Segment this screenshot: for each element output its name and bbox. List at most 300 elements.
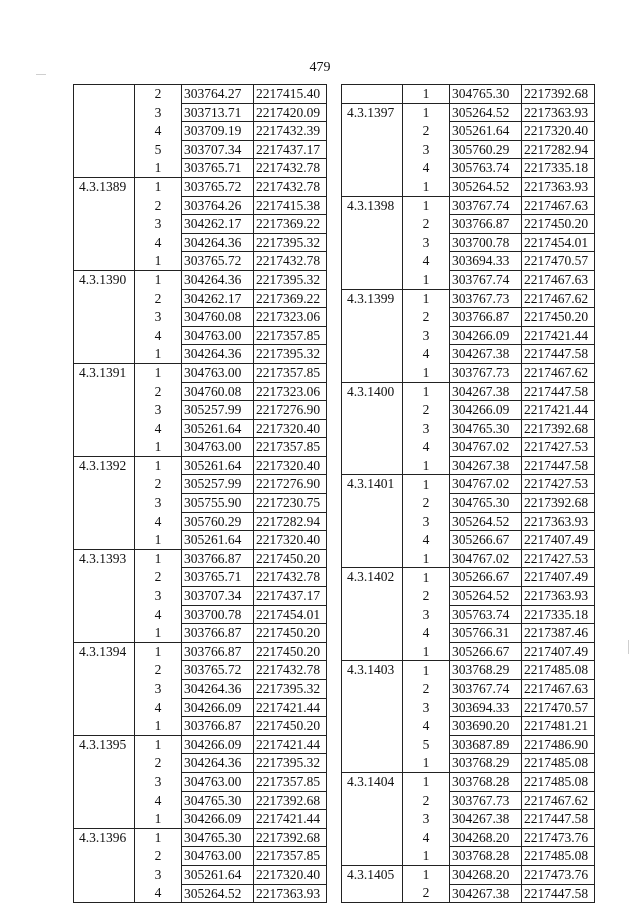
point-number-cell: 1 <box>135 177 182 196</box>
y-coordinate-cell: 2217407.49 <box>522 531 595 550</box>
point-number-cell: 3 <box>135 215 182 234</box>
x-coordinate-cell: 304763.00 <box>182 438 254 457</box>
point-number-cell: 1 <box>135 531 182 550</box>
y-coordinate-cell: 2217485.08 <box>522 847 595 866</box>
x-coordinate-cell: 305264.52 <box>450 103 522 122</box>
point-number-cell: 1 <box>403 196 450 215</box>
point-number-cell: 4 <box>403 828 450 847</box>
x-coordinate-cell: 303767.73 <box>450 791 522 810</box>
y-coordinate-cell: 2217450.20 <box>254 642 327 661</box>
x-coordinate-cell: 303766.87 <box>450 215 522 234</box>
point-number-cell: 4 <box>403 531 450 550</box>
y-coordinate-cell: 2217467.62 <box>522 363 595 382</box>
x-coordinate-cell: 303768.29 <box>450 661 522 680</box>
x-coordinate-cell: 303768.28 <box>450 772 522 791</box>
point-number-cell: 1 <box>403 289 450 308</box>
x-coordinate-cell: 305261.64 <box>182 456 254 475</box>
x-coordinate-cell: 304763.00 <box>182 847 254 866</box>
plot-id-cell: 4.3.1389 <box>74 177 135 270</box>
y-coordinate-cell: 2217363.93 <box>254 884 327 903</box>
x-coordinate-cell: 304266.09 <box>450 326 522 345</box>
table-row <box>342 382 595 401</box>
y-coordinate-cell: 2217363.93 <box>522 512 595 531</box>
table-row <box>342 289 595 308</box>
point-number-cell: 2 <box>403 587 450 606</box>
point-number-cell: 1 <box>403 85 450 104</box>
x-coordinate-cell: 305266.67 <box>450 568 522 587</box>
y-coordinate-cell: 2217395.32 <box>254 270 327 289</box>
y-coordinate-cell: 2217421.44 <box>254 735 327 754</box>
point-number-cell: 2 <box>403 884 450 903</box>
y-coordinate-cell: 2217335.18 <box>522 605 595 624</box>
point-number-cell: 4 <box>403 438 450 457</box>
x-coordinate-cell: 303767.73 <box>450 363 522 382</box>
table-row <box>74 735 327 754</box>
x-coordinate-cell: 304264.36 <box>182 345 254 364</box>
scan-artifact-left <box>36 74 46 75</box>
x-coordinate-cell: 305264.52 <box>450 587 522 606</box>
x-coordinate-cell: 303687.89 <box>450 735 522 754</box>
point-number-cell: 3 <box>403 512 450 531</box>
point-number-cell: 1 <box>403 865 450 884</box>
table-row <box>74 549 327 568</box>
point-number-cell: 2 <box>135 661 182 680</box>
y-coordinate-cell: 2217392.68 <box>522 494 595 513</box>
y-coordinate-cell: 2217450.20 <box>254 717 327 736</box>
y-coordinate-cell: 2217437.17 <box>254 587 327 606</box>
y-coordinate-cell: 2217282.94 <box>522 140 595 159</box>
x-coordinate-cell: 304267.38 <box>450 884 522 903</box>
point-number-cell: 2 <box>403 308 450 327</box>
point-number-cell: 1 <box>135 735 182 754</box>
y-coordinate-cell: 2217427.53 <box>522 475 595 494</box>
table-row <box>74 828 327 847</box>
x-coordinate-cell: 304763.00 <box>182 772 254 791</box>
y-coordinate-cell: 2217395.32 <box>254 345 327 364</box>
point-number-cell: 2 <box>135 568 182 587</box>
plot-id-cell: 4.3.1404 <box>342 772 403 865</box>
x-coordinate-cell: 305264.52 <box>182 884 254 903</box>
point-number-cell: 2 <box>135 847 182 866</box>
plot-id-cell: 4.3.1403 <box>342 661 403 773</box>
y-coordinate-cell: 2217421.44 <box>254 810 327 829</box>
point-number-cell: 4 <box>135 419 182 438</box>
point-number-cell: 4 <box>403 159 450 178</box>
plot-id-cell <box>342 85 403 104</box>
y-coordinate-cell: 2217323.06 <box>254 308 327 327</box>
point-number-cell: 1 <box>135 456 182 475</box>
x-coordinate-cell: 304266.09 <box>182 735 254 754</box>
y-coordinate-cell: 2217415.40 <box>254 85 327 104</box>
point-number-cell: 1 <box>403 382 450 401</box>
point-number-cell: 3 <box>403 419 450 438</box>
point-number-cell: 1 <box>135 345 182 364</box>
x-coordinate-cell: 305261.64 <box>182 419 254 438</box>
y-coordinate-cell: 2217447.58 <box>522 382 595 401</box>
x-coordinate-cell: 305264.52 <box>450 177 522 196</box>
x-coordinate-cell: 304760.08 <box>182 382 254 401</box>
y-coordinate-cell: 2217320.40 <box>254 456 327 475</box>
point-number-cell: 1 <box>403 754 450 773</box>
table-row <box>342 772 595 791</box>
y-coordinate-cell: 2217450.20 <box>522 215 595 234</box>
x-coordinate-cell: 303766.87 <box>182 624 254 643</box>
table-row <box>342 661 595 680</box>
x-coordinate-cell: 305266.67 <box>450 531 522 550</box>
x-coordinate-cell: 305261.64 <box>182 865 254 884</box>
y-coordinate-cell: 2217387.46 <box>522 624 595 643</box>
y-coordinate-cell: 2217395.32 <box>254 680 327 699</box>
point-number-cell: 3 <box>403 326 450 345</box>
point-number-cell: 1 <box>403 549 450 568</box>
y-coordinate-cell: 2217486.90 <box>522 735 595 754</box>
table-row <box>74 85 327 104</box>
y-coordinate-cell: 2217432.78 <box>254 661 327 680</box>
x-coordinate-cell: 304267.38 <box>450 810 522 829</box>
point-number-cell: 3 <box>403 140 450 159</box>
y-coordinate-cell: 2217450.20 <box>522 308 595 327</box>
x-coordinate-cell: 304267.38 <box>450 345 522 364</box>
y-coordinate-cell: 2217432.78 <box>254 159 327 178</box>
x-coordinate-cell: 303690.20 <box>450 717 522 736</box>
point-number-cell: 1 <box>135 252 182 271</box>
x-coordinate-cell: 303767.73 <box>450 289 522 308</box>
y-coordinate-cell: 2217320.40 <box>522 122 595 141</box>
x-coordinate-cell: 303694.33 <box>450 698 522 717</box>
x-coordinate-cell: 303713.71 <box>182 103 254 122</box>
x-coordinate-cell: 305763.74 <box>450 159 522 178</box>
y-coordinate-cell: 2217432.78 <box>254 252 327 271</box>
x-coordinate-cell: 303764.27 <box>182 85 254 104</box>
y-coordinate-cell: 2217421.44 <box>254 698 327 717</box>
x-coordinate-cell: 305760.29 <box>182 512 254 531</box>
point-number-cell: 4 <box>135 122 182 141</box>
y-coordinate-cell: 2217392.68 <box>254 791 327 810</box>
y-coordinate-cell: 2217357.85 <box>254 363 327 382</box>
y-coordinate-cell: 2217369.22 <box>254 289 327 308</box>
point-number-cell: 4 <box>135 233 182 252</box>
table-row <box>342 475 595 494</box>
x-coordinate-cell: 303707.34 <box>182 587 254 606</box>
y-coordinate-cell: 2217427.53 <box>522 549 595 568</box>
x-coordinate-cell: 303764.26 <box>182 196 254 215</box>
point-number-cell: 2 <box>403 680 450 699</box>
y-coordinate-cell: 2217447.58 <box>522 456 595 475</box>
point-number-cell: 1 <box>135 159 182 178</box>
point-number-cell: 3 <box>135 680 182 699</box>
point-number-cell: 1 <box>403 642 450 661</box>
point-number-cell: 4 <box>135 512 182 531</box>
point-number-cell: 4 <box>135 791 182 810</box>
x-coordinate-cell: 303700.78 <box>450 233 522 252</box>
y-coordinate-cell: 2217363.93 <box>522 587 595 606</box>
plot-id-cell: 4.3.1392 <box>74 456 135 549</box>
point-number-cell: 3 <box>135 103 182 122</box>
y-coordinate-cell: 2217485.08 <box>522 754 595 773</box>
point-number-cell: 3 <box>135 865 182 884</box>
x-coordinate-cell: 305760.29 <box>450 140 522 159</box>
point-number-cell: 2 <box>403 791 450 810</box>
point-number-cell: 1 <box>135 717 182 736</box>
point-number-cell: 4 <box>403 624 450 643</box>
y-coordinate-cell: 2217467.63 <box>522 680 595 699</box>
coordinates-table-right <box>341 84 595 903</box>
x-coordinate-cell: 304767.02 <box>450 549 522 568</box>
plot-id-cell: 4.3.1401 <box>342 475 403 568</box>
plot-id-cell: 4.3.1397 <box>342 103 403 196</box>
point-number-cell: 3 <box>135 587 182 606</box>
point-number-cell: 1 <box>403 270 450 289</box>
y-coordinate-cell: 2217432.39 <box>254 122 327 141</box>
point-number-cell: 4 <box>135 605 182 624</box>
x-coordinate-cell: 305257.99 <box>182 401 254 420</box>
table-row <box>342 103 595 122</box>
x-coordinate-cell: 304267.38 <box>450 456 522 475</box>
x-coordinate-cell: 304268.20 <box>450 828 522 847</box>
x-coordinate-cell: 303709.19 <box>182 122 254 141</box>
y-coordinate-cell: 2217369.22 <box>254 215 327 234</box>
point-number-cell: 1 <box>403 772 450 791</box>
point-number-cell: 1 <box>403 363 450 382</box>
point-number-cell: 1 <box>135 642 182 661</box>
y-coordinate-cell: 2217421.44 <box>522 401 595 420</box>
point-number-cell: 2 <box>135 754 182 773</box>
plot-id-cell: 4.3.1402 <box>342 568 403 661</box>
y-coordinate-cell: 2217467.62 <box>522 791 595 810</box>
plot-id-cell: 4.3.1399 <box>342 289 403 382</box>
point-number-cell: 1 <box>135 270 182 289</box>
point-number-cell: 4 <box>135 884 182 903</box>
x-coordinate-cell: 304266.09 <box>450 401 522 420</box>
y-coordinate-cell: 2217437.17 <box>254 140 327 159</box>
x-coordinate-cell: 304765.30 <box>450 85 522 104</box>
y-coordinate-cell: 2217320.40 <box>254 419 327 438</box>
x-coordinate-cell: 305755.90 <box>182 494 254 513</box>
y-coordinate-cell: 2217357.85 <box>254 326 327 345</box>
scan-artifact-right <box>628 640 629 654</box>
point-number-cell: 1 <box>135 438 182 457</box>
y-coordinate-cell: 2217320.40 <box>254 531 327 550</box>
point-number-cell: 1 <box>403 456 450 475</box>
y-coordinate-cell: 2217392.68 <box>522 85 595 104</box>
y-coordinate-cell: 2217467.63 <box>522 270 595 289</box>
x-coordinate-cell: 303765.71 <box>182 159 254 178</box>
x-coordinate-cell: 303765.72 <box>182 661 254 680</box>
point-number-cell: 2 <box>403 494 450 513</box>
x-coordinate-cell: 304268.20 <box>450 865 522 884</box>
point-number-cell: 3 <box>135 772 182 791</box>
point-number-cell: 1 <box>403 847 450 866</box>
x-coordinate-cell: 304262.17 <box>182 289 254 308</box>
y-coordinate-cell: 2217320.40 <box>254 865 327 884</box>
table-row <box>342 196 595 215</box>
point-number-cell: 4 <box>403 717 450 736</box>
y-coordinate-cell: 2217357.85 <box>254 438 327 457</box>
x-coordinate-cell: 303766.87 <box>182 642 254 661</box>
y-coordinate-cell: 2217432.78 <box>254 568 327 587</box>
point-number-cell: 4 <box>135 326 182 345</box>
plot-id-cell: 4.3.1396 <box>74 828 135 902</box>
y-coordinate-cell: 2217357.85 <box>254 772 327 791</box>
y-coordinate-cell: 2217454.01 <box>522 233 595 252</box>
point-number-cell: 2 <box>403 215 450 234</box>
x-coordinate-cell: 303766.87 <box>182 549 254 568</box>
y-coordinate-cell: 2217473.76 <box>522 828 595 847</box>
point-number-cell: 2 <box>135 85 182 104</box>
x-coordinate-cell: 305257.99 <box>182 475 254 494</box>
table-row <box>74 456 327 475</box>
y-coordinate-cell: 2217485.08 <box>522 772 595 791</box>
x-coordinate-cell: 304264.36 <box>182 754 254 773</box>
x-coordinate-cell: 304765.30 <box>182 828 254 847</box>
x-coordinate-cell: 303765.72 <box>182 177 254 196</box>
x-coordinate-cell: 305261.64 <box>182 531 254 550</box>
table-row <box>74 363 327 382</box>
x-coordinate-cell: 304760.08 <box>182 308 254 327</box>
x-coordinate-cell: 304266.09 <box>182 698 254 717</box>
point-number-cell: 3 <box>135 401 182 420</box>
x-coordinate-cell: 304264.36 <box>182 680 254 699</box>
point-number-cell: 2 <box>135 196 182 215</box>
y-coordinate-cell: 2217447.58 <box>522 884 595 903</box>
y-coordinate-cell: 2217450.20 <box>254 549 327 568</box>
y-coordinate-cell: 2217392.68 <box>522 419 595 438</box>
y-coordinate-cell: 2217282.94 <box>254 512 327 531</box>
y-coordinate-cell: 2217427.53 <box>522 438 595 457</box>
point-number-cell: 2 <box>403 401 450 420</box>
y-coordinate-cell: 2217407.49 <box>522 568 595 587</box>
plot-id-cell: 4.3.1394 <box>74 642 135 735</box>
x-coordinate-cell: 304765.30 <box>182 791 254 810</box>
point-number-cell: 2 <box>403 122 450 141</box>
x-coordinate-cell: 304262.17 <box>182 215 254 234</box>
point-number-cell: 5 <box>403 735 450 754</box>
point-number-cell: 1 <box>403 177 450 196</box>
x-coordinate-cell: 305266.67 <box>450 642 522 661</box>
y-coordinate-cell: 2217363.93 <box>522 103 595 122</box>
x-coordinate-cell: 304767.02 <box>450 475 522 494</box>
y-coordinate-cell: 2217470.57 <box>522 698 595 717</box>
point-number-cell: 3 <box>135 494 182 513</box>
x-coordinate-cell: 305264.52 <box>450 512 522 531</box>
point-number-cell: 2 <box>135 475 182 494</box>
point-number-cell: 3 <box>135 308 182 327</box>
y-coordinate-cell: 2217395.32 <box>254 754 327 773</box>
plot-id-cell: 4.3.1398 <box>342 196 403 289</box>
y-coordinate-cell: 2217485.08 <box>522 661 595 680</box>
y-coordinate-cell: 2217421.44 <box>522 326 595 345</box>
x-coordinate-cell: 305763.74 <box>450 605 522 624</box>
y-coordinate-cell: 2217323.06 <box>254 382 327 401</box>
x-coordinate-cell: 303768.28 <box>450 847 522 866</box>
x-coordinate-cell: 303768.29 <box>450 754 522 773</box>
x-coordinate-cell: 303767.74 <box>450 680 522 699</box>
coordinates-table-left <box>73 84 327 903</box>
page-number: 479 <box>309 60 331 75</box>
plot-id-cell: 4.3.1400 <box>342 382 403 475</box>
x-coordinate-cell: 303767.74 <box>450 270 522 289</box>
y-coordinate-cell: 2217357.85 <box>254 847 327 866</box>
table-row <box>74 177 327 196</box>
point-number-cell: 1 <box>403 103 450 122</box>
y-coordinate-cell: 2217454.01 <box>254 605 327 624</box>
y-coordinate-cell: 2217473.76 <box>522 865 595 884</box>
plot-id-cell: 4.3.1390 <box>74 270 135 363</box>
x-coordinate-cell: 304765.30 <box>450 419 522 438</box>
point-number-cell: 1 <box>403 475 450 494</box>
y-coordinate-cell: 2217392.68 <box>254 828 327 847</box>
y-coordinate-cell: 2217450.20 <box>254 624 327 643</box>
x-coordinate-cell: 305261.64 <box>450 122 522 141</box>
point-number-cell: 1 <box>403 661 450 680</box>
table-row <box>74 642 327 661</box>
x-coordinate-cell: 303707.34 <box>182 140 254 159</box>
plot-id-cell: 4.3.1405 <box>342 865 403 902</box>
point-number-cell: 3 <box>403 605 450 624</box>
point-number-cell: 3 <box>403 698 450 717</box>
plot-id-cell: 4.3.1393 <box>74 549 135 642</box>
point-number-cell: 5 <box>135 140 182 159</box>
y-coordinate-cell: 2217276.90 <box>254 401 327 420</box>
point-number-cell: 2 <box>135 382 182 401</box>
y-coordinate-cell: 2217432.78 <box>254 177 327 196</box>
x-coordinate-cell: 303766.87 <box>182 717 254 736</box>
point-number-cell: 1 <box>403 568 450 587</box>
y-coordinate-cell: 2217276.90 <box>254 475 327 494</box>
point-number-cell: 4 <box>135 698 182 717</box>
y-coordinate-cell: 2217407.49 <box>522 642 595 661</box>
y-coordinate-cell: 2217335.18 <box>522 159 595 178</box>
point-number-cell: 1 <box>135 624 182 643</box>
y-coordinate-cell: 2217230.75 <box>254 494 327 513</box>
point-number-cell: 2 <box>135 289 182 308</box>
point-number-cell: 3 <box>403 233 450 252</box>
x-coordinate-cell: 303767.74 <box>450 196 522 215</box>
y-coordinate-cell: 2217447.58 <box>522 345 595 364</box>
point-number-cell: 1 <box>135 810 182 829</box>
y-coordinate-cell: 2217420.09 <box>254 103 327 122</box>
point-number-cell: 3 <box>403 810 450 829</box>
point-number-cell: 1 <box>135 363 182 382</box>
x-coordinate-cell: 303694.33 <box>450 252 522 271</box>
y-coordinate-cell: 2217467.62 <box>522 289 595 308</box>
x-coordinate-cell: 303765.72 <box>182 252 254 271</box>
x-coordinate-cell: 304767.02 <box>450 438 522 457</box>
point-number-cell: 1 <box>135 828 182 847</box>
point-number-cell: 1 <box>135 549 182 568</box>
x-coordinate-cell: 303766.87 <box>450 308 522 327</box>
point-number-cell: 4 <box>403 345 450 364</box>
y-coordinate-cell: 2217467.63 <box>522 196 595 215</box>
x-coordinate-cell: 303765.71 <box>182 568 254 587</box>
x-coordinate-cell: 304266.09 <box>182 810 254 829</box>
table-row <box>342 865 595 884</box>
plot-id-cell: 4.3.1395 <box>74 735 135 828</box>
y-coordinate-cell: 2217415.38 <box>254 196 327 215</box>
table-row <box>342 85 595 104</box>
table-row <box>74 270 327 289</box>
point-number-cell: 4 <box>403 252 450 271</box>
plot-id-cell <box>74 85 135 178</box>
x-coordinate-cell: 304765.30 <box>450 494 522 513</box>
x-coordinate-cell: 303700.78 <box>182 605 254 624</box>
y-coordinate-cell: 2217470.57 <box>522 252 595 271</box>
x-coordinate-cell: 304763.00 <box>182 326 254 345</box>
x-coordinate-cell: 305766.31 <box>450 624 522 643</box>
y-coordinate-cell: 2217447.58 <box>522 810 595 829</box>
y-coordinate-cell: 2217363.93 <box>522 177 595 196</box>
plot-id-cell: 4.3.1391 <box>74 363 135 456</box>
